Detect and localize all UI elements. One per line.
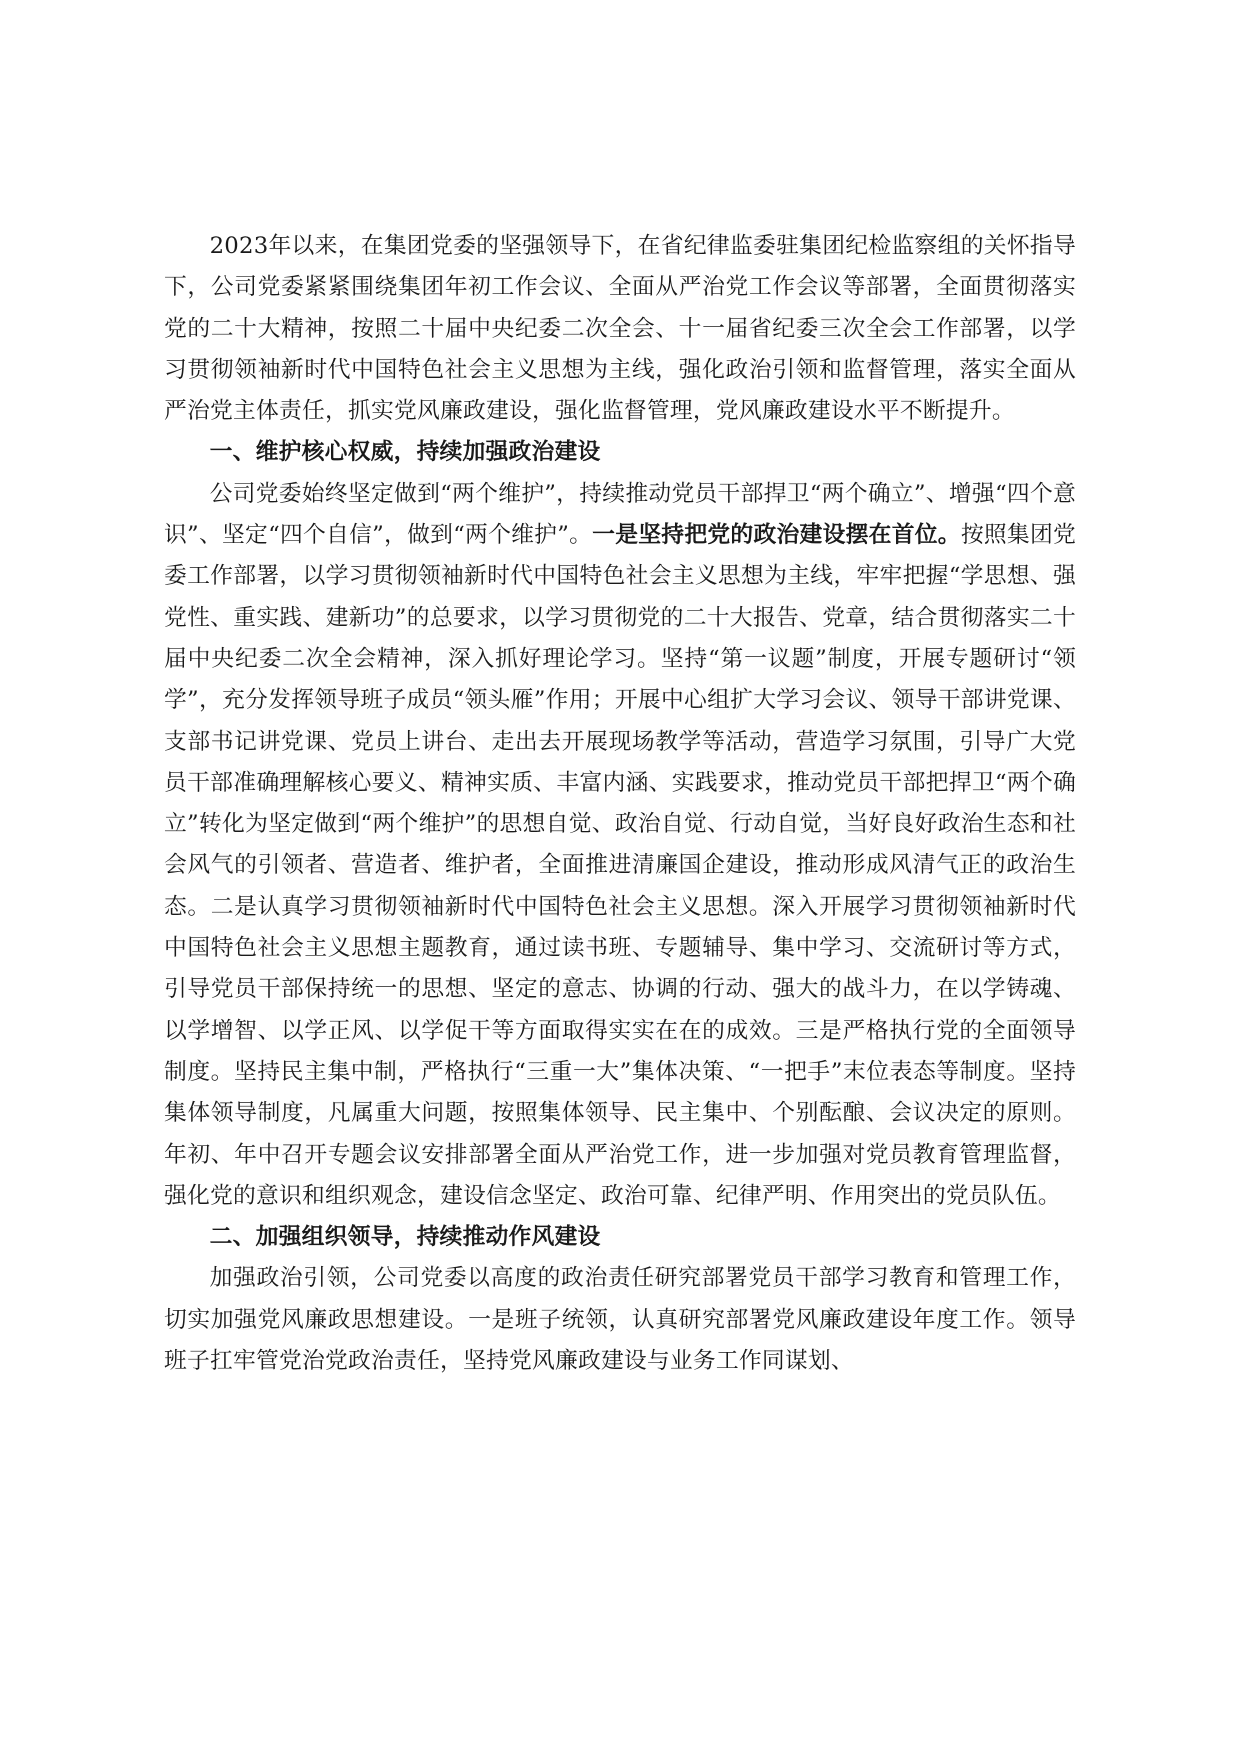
section-1-intro-text: 公司党委始终坚定做到“两个维护”，持续推动党员干部捍卫“两个确立”、增强“四个意识”、坚定“四个自信”，做到“两个维护”。	[164, 480, 1076, 549]
section-1-paragraph	[164, 474, 1076, 1217]
document-body	[164, 226, 1076, 1382]
section-heading-1: 一、维护核心权威，持续加强政治建设	[209, 439, 601, 466]
section-1-bold-point: 一是坚持把党的政治建设摆在首位。	[592, 522, 961, 549]
section-2-paragraph: 加强政治引领，公司党委以高度的政治责任研究部署党员干部学习教育和管理工作，切实加强党风廉政思想建设。一是班子统领，认真研究部署党风廉政建设年度工作。领导班子扛牢管党治党政治责任，坚持党风廉政建设与业务工作同谋划、	[164, 1265, 1076, 1375]
section-heading-2: 二、加强组织领导，持续推动作风建设	[209, 1224, 601, 1251]
intro-paragraph: 2023年以来，在集团党委的坚强领导下，在省纪律监委驻集团纪检监察组的关怀指导下，公司党委紧紧围绕集团年初工作会议、全面从严治党工作会议等部署，全面贯彻落实党的二十大精神，按照二十届中央纪委二次全会、十一届省纪委三次全会工作部署，以学习贯彻领袖新时代中国特色社会主义思想为主线，强化政治引领和监督管理，落实全面从严治党主体责任，抓实党风廉政建设，强化监督管理，党风廉政建设水平不断提升。	[164, 233, 1076, 425]
section-1-body-text: 按照集团党委工作部署，以学习贯彻领袖新时代中国特色社会主义思想为主线，牢牢把握“学思想、强党性、重实践、建新功”的总要求，以学习贯彻党的二十大报告、党章，结合贯彻落实二十届中央纪委二次全会精神，深入抓好理论学习。坚持“第一议题”制度，开展专题研讨“领学”，充分发挥领导班子成员“领头雁”作用；开展中心组扩大学习会议、领导干部讲党课、支部书记讲党课、党员上讲台、走出去开展现场教学等活动，营造学习氛围，引导广大党员干部准确理解核心要义、精神实质、丰富内涵、实践要求，推动党员干部把捍卫“两个确立”转化为坚定做到“两个维护”的思想自觉、政治自觉、行动自觉，当好良好政治生态和社会风气的引领者、营造者、维护者，全面推进清廉国企建设，推动形成风清气正的政治生态。二是认真学习贯彻领袖新时代中国特色社会主义思想。深入开展学习贯彻领袖新时代中国特色社会主义思想主题教育，通过读书班、专题辅导、集中学习、交流研讨等方式，引导党员干部保持统一的思想、坚定的意志、协调的行动、强大的战斗力，在以学铸魂、以学增智、以学正风、以学促干等方面取得实实在在的成效。三是严格执行党的全面领导制度。坚持民主集中制，严格执行“三重一大”集体决策、“一把手”末位表态等制度。坚持集体领导制度，凡属重大问题，按照集体领导、民主集中、个别酝酿、会议决定的原则。年初、年中召开专题会议安排部署全面从严治党工作，进一步加强对党员教育管理监督，强化党的意识和组织观念，建设信念坚定、政治可靠、纪律严明、作用突出的党员队伍。	[164, 522, 1077, 1209]
